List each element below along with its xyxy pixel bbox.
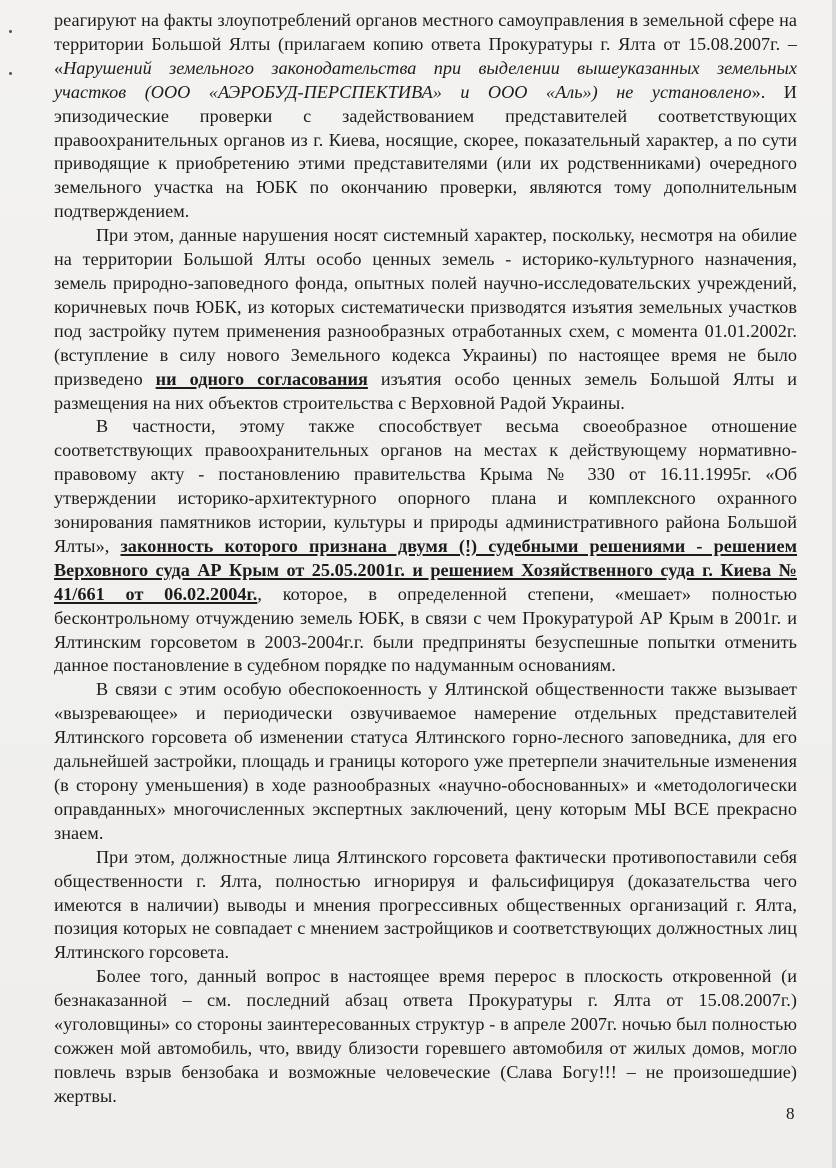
emphasized-text: ни одного согласования [155,368,368,389]
paragraph-text: При этом, данные нарушения носят системный характер, поскольку, несмотря на обилие на территории Большой Ялты особо ценных земель - историко-культурного назначения, земель природно-заповедного фонда, опытных полей научно-исследовательских учреждений, коричневых почв ЮБК, из которых систематически призводятся изъятия земельных участков под застройку путем применения разнообразных отработанных схем, с момента 01.01.2002г. (вступление в силу нового Земельного кодекса Украины) по настоящее время не было призведено [54,225,797,389]
paragraph-text: изъятия особо ценных земель Большой Ялты и размещения на них объектов строительства с Верховной Радой Украины. [54,368,798,413]
paragraph-text: В частности, этому также способствует весьма своеобразное отношение соответствующих правоохранительных органов на местах к действующему нормативно-правовому акту - постановлению правительства Крыма № 330 от 16.11.1995г. «Об утверждении историко-архитектурного опорного плана и комплексного охранного зонирования памятников истории, культуры и природы административного района Большой Ялты», [54,416,797,556]
scan-speck [9,30,12,33]
paragraph-text: В связи с этим особую обеспокоенность у Ялтинской общественности также вызывает «вызревающее» и периодически озвучиваемое намерение отдельных представителей Ялтинского горсовета об изменении статуса Ялтинского горно-лесного заповедника, для его дальнейшей застройки, площадь и границы которого уже претерпели значительные изменения (в сторону уменьшения) в ходе разнообразных «научно-обоснованных» и «методологически оправданных» многочисленных экспертных заключений, цену которым МЫ ВСЕ прекрасно знаем. [54,679,797,843]
paragraph [54,678,797,845]
paragraph-text: ». И эпизодические проверки с задействованием представителей соответствующих правоохранительных органов из г. Киева, носящие, скорее, показательный характер, а по сути приводящие к приобретению этими представителями (или их родственниками) очередного земельного участка на ЮБК по окончанию проверки, являются тому дополнительным подтверждением. [54,81,797,222]
paragraph [54,846,797,966]
document-body [54,9,797,1109]
paragraph [54,224,797,415]
paragraph-text: Более того, данный вопрос в настоящее время перерос в плоскость откровенной (и безнаказанной – см. последний абзац ответа Прокуратуры г. Ялта от 15.08.2007г.) «уголовщины» со стороны заинтересованных структур - в апреле 2007г. ночью был полностью сожжен мой автомобиль, что, ввиду близости горевшего автомобиля от жилых домов, могло повлечь взрыв бензобака и возможные человеческие (Слава Богу!!! – не произошедшие) жертвы. [54,966,797,1106]
paragraph-text: реагируют на факты злоупотреблений органов местного самоуправления в земельной сфере на территории Большой Ялты (прилагаем копию ответа Прокуратуры г. Ялта от 15.08.2007г. – « [54,10,797,78]
paragraph-text: , которое, в определенной степени, «мешает» полностью бесконтрольному отчуждению земель ЮБК, в связи с чем Прокуратурой АР Крым в 2001г. и Ялтинским горсоветом в 2003-2004г.г. были предприняты безуспешные попытки отменить данное постановление в судебном порядке по надуманным основаниям. [54,583,797,676]
page-number: 8 [786,1104,795,1123]
paragraph-text: При этом, должностные лица Ялтинского горсовета фактически противопоставили себя общественности г. Ялта, полностью игнорируя и фальсифицируя (доказательства чего имеются в наличии) выводы и мнения прогрессивных общественных организаций г. Ялта, позиция которых не совпадает с мнением застройщиков и соответствующих должностных лиц Ялтинского горсовета. [54,846,797,963]
emphasized-text: законность которого признана двумя (!) судебными решениями - решением Верховного суда АР Крым от 25.05.2001г. и решением Хозяйственного суда г. Киева № 41/661 от 06.02.2004г. [54,535,798,604]
paragraph [54,9,797,224]
page-edge [832,0,836,1168]
italic-quote: Нарушений земельного законодательства при выделении вышеуказанных земельных участков (ООО «АЭРОБУД-ПЕРСПЕКТИВА» и ООО «Аль») не установлено [54,57,797,102]
paragraph [54,415,797,678]
scan-speck [9,72,12,75]
paragraph [54,965,797,1108]
